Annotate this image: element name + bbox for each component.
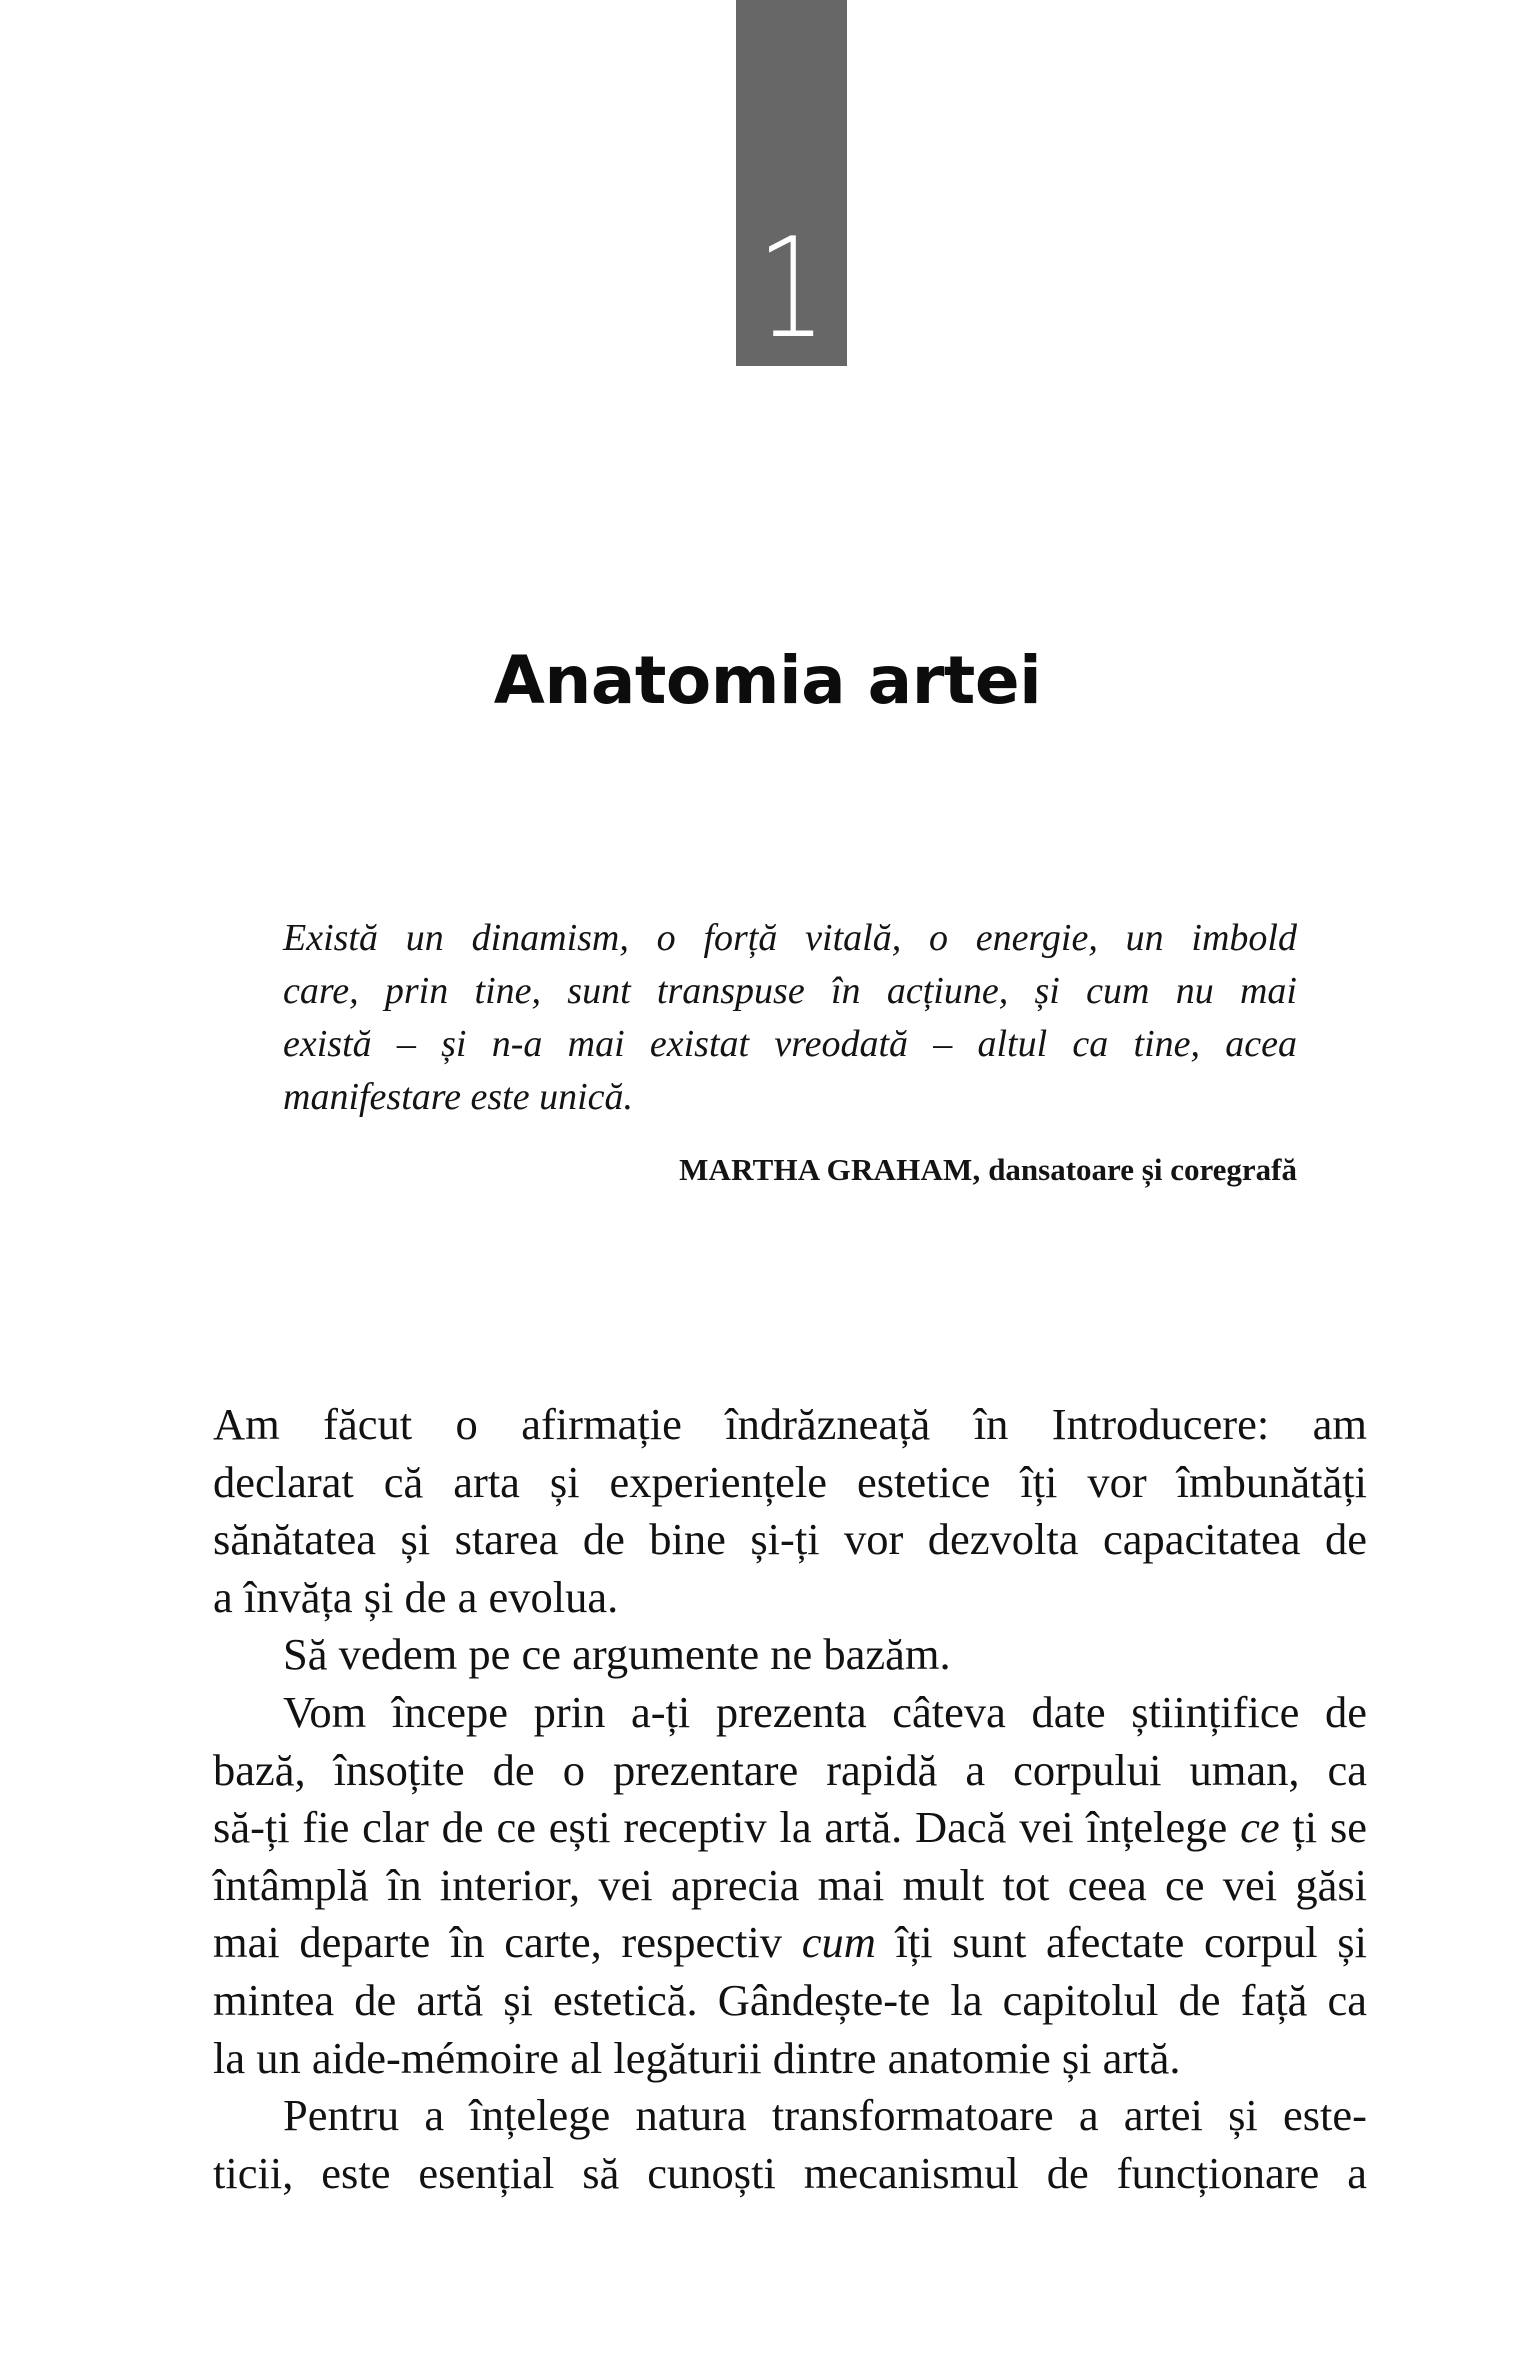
body-line: sănătatea și starea de bine și-ți vor dezvolta capacitatea de (213, 1514, 1367, 1565)
chapter-number-tab (736, 0, 847, 369)
body-line: întâmplă în interior, vei aprecia mai mult tot ceea ce vei găsi (213, 1859, 1367, 1910)
epigraph-line: manifestare este unică. (283, 1076, 634, 1118)
epigraph-quote (283, 912, 1297, 1124)
body-line: la un aide-mémoire al legăturii dintre anatomie și artă. (213, 2032, 1181, 2083)
body-line: a învăța și de a evolua. (213, 1571, 619, 1622)
body-line: ticii, este esențial să cunoști mecanismul de funcționare a (213, 2147, 1367, 2198)
body-text-segment: să-ți fie clar de ce ești receptiv la artă. Dacă vei înțelege (213, 1802, 1241, 1853)
body-line: Vom începe prin a-ți prezenta câteva date științifice de (283, 1686, 1367, 1737)
chapter-title: Anatomia artei (493, 642, 1042, 719)
body-line: declarat că arta și experiențele estetice îți vor îmbunătăți (213, 1456, 1367, 1507)
emphasized-word: ce (1240, 1802, 1280, 1853)
attribution-role: dansatoare și coregrafă (988, 1152, 1297, 1187)
body-line: bază, însoțite de o prezentare rapidă a corpului uman, ca (213, 1744, 1367, 1795)
emphasized-word: cum (801, 1917, 876, 1968)
body-line: Am făcut o afirmație îndrăzneață în Introducere: am (213, 1399, 1367, 1449)
epigraph-attribution (679, 1150, 1297, 1190)
body-line: Pentru a înțelege natura transformatoare a artei și este- (283, 2090, 1367, 2141)
epigraph-line: există – și n-a mai existat vreodată – altul ca tine, acea (283, 1023, 1297, 1065)
body-text-segment: ți se (1279, 1802, 1368, 1853)
chapter-number: 1 (757, 208, 826, 369)
body-text-segment: mai departe în carte, respectiv (213, 1917, 802, 1968)
attribution-name: MARTHA GRAHAM, (679, 1152, 981, 1187)
body-text-segment: îți sunt afectate corpul și (875, 1917, 1367, 1968)
body-line-with-emphasis (213, 1914, 1367, 1972)
epigraph-line: care, prin tine, sunt transpuse în acțiune, și cum nu mai (283, 970, 1297, 1012)
body-line: mintea de artă și estetică. Gândește-te la capitolul de față ca (213, 1974, 1367, 2025)
epigraph-line: Există un dinamism, o forță vitală, o energie, un imbold (283, 917, 1297, 959)
body-text (213, 1396, 1367, 2202)
body-line-with-emphasis (213, 1799, 1367, 1857)
body-line: Să vedem pe ce argumente ne bazăm. (283, 1629, 951, 1680)
